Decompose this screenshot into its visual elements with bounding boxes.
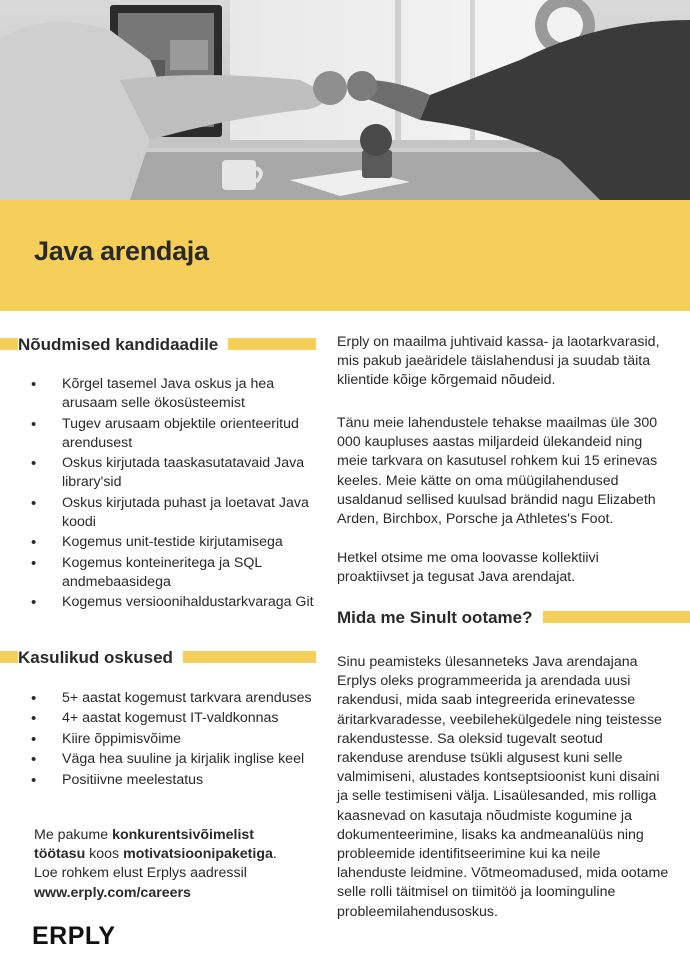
offer-text-2: koos bbox=[85, 846, 124, 863]
list-item: • Kiire õppimisvõime bbox=[31, 730, 321, 749]
list-item: • Kogemus unit-testide kirjutamisega bbox=[31, 533, 321, 552]
expect-heading-label: Mida me Sinult ootame? bbox=[337, 607, 543, 629]
careers-link[interactable]: www.erply.com/careers bbox=[34, 884, 191, 901]
list-item: • Positiivne meelestatus bbox=[31, 771, 321, 790]
about-paragraph: Erply on maailma juhtivaid kassa- ja laotarkvarasid, mis pakub jaeäridele täislahendusi ja suudab täita klientide kõige kõrgemaid nõudeid. bbox=[337, 334, 660, 389]
list-item: • 5+ aastat kogemust tarkvara arenduses bbox=[31, 689, 321, 708]
expect-paragraph: Sinu peamisteks ülesanneteks Java arendajana Erplys oleks programmeerida ja arendada uusi rakendusi, mida saab integreerida erinevatesse äritarkvaradesse, veebilehekülgedele ning teistesse rakendustesse. Sa oleksid tugevalt seotud rakenduse arenduse tsükli algusest kuni selle valmimiseni, alustades kontseptsioonist kuni disaini ja selle testimiseni välja. Lisaülesanded, mis rolliga kaasnevad on kasutaja nõudmiste kogumine ja dokumenteerimine, lisaks ka andmeanalüüs ning probleemide identifitseerimine kui ka neile lahenduste leidmine. Võtmeomadused, mida ootame selle rolli täitmisel on tiimitöö ja loominguline probleemilahendusoskus. bbox=[337, 654, 669, 920]
list-item: • Tugev arusaam objektile orienteeritud arendusest bbox=[31, 415, 321, 453]
offer-bold-package: motivatsioonipaketiga bbox=[123, 846, 273, 863]
hero-photo bbox=[0, 0, 690, 200]
offer-paragraph bbox=[34, 826, 284, 903]
offer-text-1: Me pakume bbox=[34, 827, 113, 843]
list-item: • Väga hea suuline ja kirjalik inglise keel bbox=[31, 750, 321, 769]
list-item: • Kogemus versioonihaldustarkvaraga Git bbox=[31, 593, 321, 612]
expect-heading bbox=[337, 607, 690, 629]
list-item: • Kõrgel tasemel Java oskus ja hea arusaam selle ökosüsteemist bbox=[31, 375, 321, 413]
skills-heading-label: Kasulikud oskused bbox=[18, 647, 183, 669]
offer-bold-salary: konkurentsivõimelist töötasu bbox=[34, 827, 254, 863]
about-paragraph-2: Tänu meie lahendustele tehakse maailmas üle 300 000 kaupluses aastas miljardeid ülekandeid ning meie tarkvara on kasutusel rohkem kui 15 erinevas keeles. Meie kätte on oma müügilahendused usaldanud sellised kuulsad brändid nagu Elizabeth Arden, Birchbox, Porsche ja Athletes's Foot. bbox=[337, 415, 658, 528]
list-item: • Kogemus konteineritega ja SQL andmebaasidega bbox=[31, 554, 321, 592]
skills-list bbox=[31, 689, 321, 791]
hiring-paragraph: Hetkel otsime me oma loovasse kollektiivi proaktiivset ja tegusat Java arendajat. bbox=[337, 550, 599, 586]
list-item: • Oskus kirjutada taaskasutatavaid Java library'sid bbox=[31, 454, 321, 492]
requirements-heading bbox=[0, 334, 316, 356]
skills-heading bbox=[0, 647, 316, 669]
erply-logo: ERPLY bbox=[32, 922, 116, 950]
list-item: • Oskus kirjutada puhast ja loetavat Java koodi bbox=[31, 494, 321, 532]
requirements-list bbox=[31, 375, 321, 614]
job-title: Java arendaja bbox=[34, 236, 209, 266]
office-fist-bump-illustration bbox=[0, 0, 690, 200]
offer-text-3: . Loe rohkem elust Erplys aadressil bbox=[34, 846, 277, 882]
requirements-heading-label: Nõudmised kandidaadile bbox=[18, 334, 228, 356]
list-item: • 4+ aastat kogemust IT-valdkonnas bbox=[31, 709, 321, 728]
